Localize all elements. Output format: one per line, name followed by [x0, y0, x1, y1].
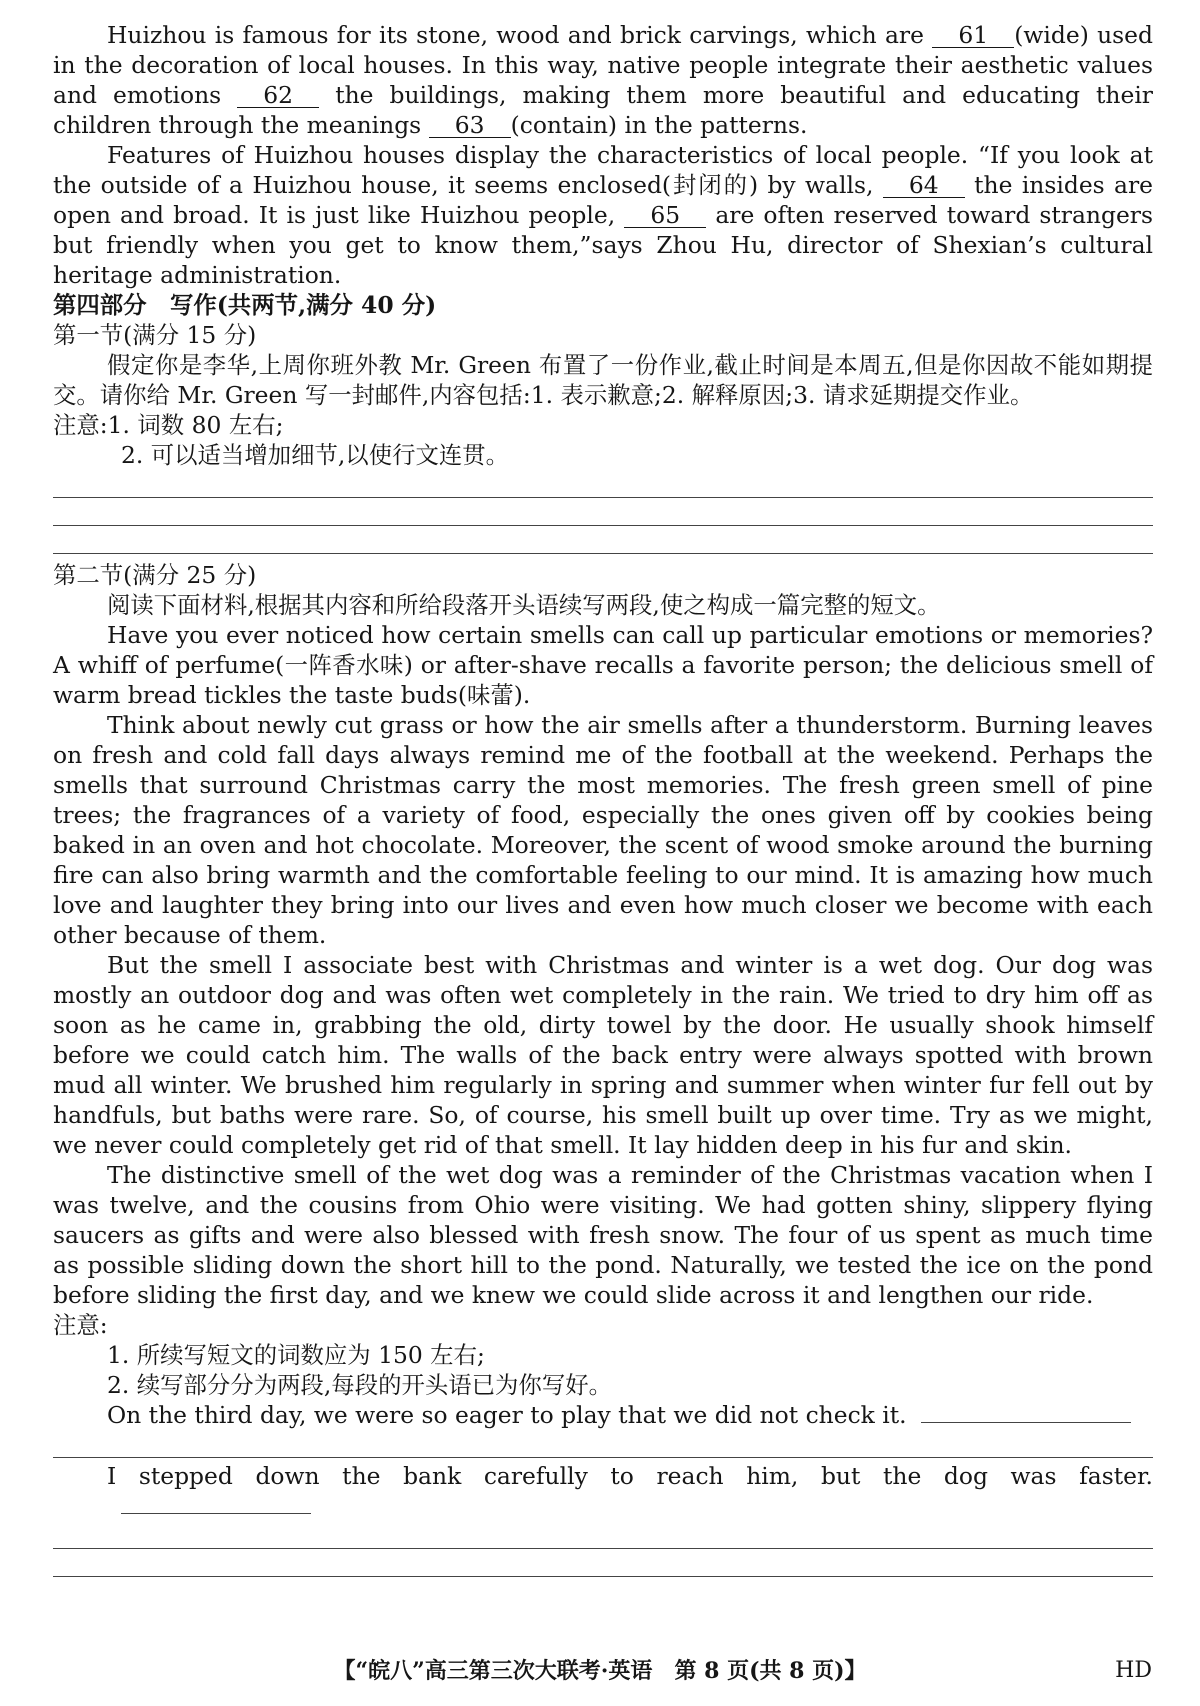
passage-text: Features of Huizhou houses display the characteristics of local people. “If you look at the outside of a Huizhou house, it seems enclosed(封闭的) by walls, — [53, 141, 1153, 199]
story-paragraph-2: Think about newly cut grass or how the air smells after a thunderstorm. Burning leaves on fresh and cold fall days always remind me of the football at the weekend. Perhaps the smells that surround Christmas carry the most memories. The fresh green smell of pine trees; the fragrances of a variety of food, especially the ones given off by cookies being baked in an oven and hot chocolate. Moreover, the scent of wood smoke around the burning fire can also bring warmth and the comfortable feeling to our mind. It is amazing how much love and laughter they bring into our lives and even how much closer we become with each other because of them. — [53, 711, 1153, 949]
answer-lines-section1[interactable] — [53, 497, 1153, 554]
footer-code: HD — [1115, 1658, 1152, 1683]
continuation-opener-2 — [53, 1461, 1153, 1521]
passage-text: the insides are open and broad. It is just like Huizhou people, — [53, 171, 1154, 229]
answer-line[interactable] — [53, 1457, 1153, 1458]
passage-text: are often reserved toward strangers but friendly when you get to know them,”says Zhou Hu, director of Shexian’s cultural heritage administration. — [53, 201, 1153, 289]
part4-heading: 第四部分 写作(共两节,满分 40 分) — [53, 291, 437, 319]
section1-note-1: 注意:1. 词数 80 左右; — [53, 411, 284, 439]
page-content — [53, 20, 1153, 1577]
passage-text: Huizhou is famous for its stone, wood and brick carvings, which are — [107, 21, 933, 49]
story-paragraph-1: Have you ever noticed how certain smells can call up particular emotions or memories? A whiff of perfume(一阵香水味) or after-shave recalls a favorite person; the delicious smell of warm bread tickles the taste buds(味蕾). — [53, 621, 1153, 709]
answer-line[interactable] — [53, 1576, 1153, 1577]
section2-note-label: 注意: — [53, 1311, 108, 1339]
section2-title: 第二节(满分 25 分) — [53, 561, 257, 589]
page-footer — [0, 1656, 1200, 1686]
opener-text: I stepped down the bank carefully to reach him, but the dog was faster. — [107, 1462, 1153, 1490]
answer-line[interactable] — [53, 525, 1153, 526]
story-paragraph-4: The distinctive smell of the wet dog was a reminder of the Christmas vacation when I was twelve, and the cousins from Ohio were visiting. We had gotten shiny, slippery flying saucers as gifts and were also blessed with fresh snow. The four of us spent as much time as possible sliding down the short hill to the pond. Naturally, we tested the ice on the pond before sliding the first day, and we knew we could slide across it and lengthen our ride. — [53, 1161, 1153, 1309]
answer-lines-paragraph-1[interactable] — [53, 1457, 1153, 1458]
opener-text: On the third day, we were so eager to play that we did not check it. — [107, 1401, 907, 1429]
answer-line[interactable] — [921, 1400, 1131, 1423]
passage-paragraph-1 — [53, 20, 1153, 140]
answer-line[interactable] — [53, 553, 1153, 554]
section1-note-2: 2. 可以适当增加细节,以使行文连贯。 — [121, 441, 510, 469]
blank-61[interactable]: 61 — [932, 23, 1014, 48]
section2-note-1: 1. 所续写短文的词数应为 150 左右; — [107, 1341, 485, 1369]
blank-65[interactable]: 65 — [624, 203, 706, 228]
blank-64[interactable]: 64 — [883, 173, 965, 198]
continuation-opener-1 — [53, 1400, 1153, 1430]
story-paragraph-3: But the smell I associate best with Christmas and winter is a wet dog. Our dog was mostly an outdoor dog and was often wet completely in the rain. We tried to dry him off as soon as he came in, grabbing the old, dirty towel by the door. He usually shook himself before we could catch him. The walls of the back entry were always spotted with brown mud all winter. We brushed him regularly in spring and summer when winter fur fell out by handfuls, but baths were rare. So, of course, his smell built up over time. Try as we might, we never could completely get rid of that smell. It lay hidden deep in his fur and skin. — [53, 951, 1153, 1159]
answer-line[interactable] — [53, 1548, 1153, 1549]
blank-63[interactable]: 63 — [429, 113, 511, 138]
answer-lines-paragraph-2[interactable] — [53, 1548, 1153, 1577]
section1-title: 第一节(满分 15 分) — [53, 321, 257, 349]
section1-task: 假定你是李华,上周你班外教 Mr. Green 布置了一份作业,截止时间是本周五,但是你因故不能如期提交。请你给 Mr. Green 写一封邮件,内容包括:1. 表示歉意;2. 解释原因;3. 请求延期提交作业。 — [53, 351, 1153, 409]
passage-paragraph-2 — [53, 140, 1153, 290]
blank-62[interactable]: 62 — [237, 83, 319, 108]
answer-line[interactable] — [121, 1491, 311, 1514]
section2-instruction: 阅读下面材料,根据其内容和所给段落开头语续写两段,使之构成一篇完整的短文。 — [107, 591, 941, 619]
passage-text: the buildings, making them more beautiful and educating their children through the meanings — [53, 81, 1153, 139]
passage-text: (contain) in the patterns. — [510, 111, 808, 139]
footer-title: 【“皖八”高三第三次大联考·英语 第 8 页(共 8 页)】 — [333, 1658, 867, 1684]
passage-text: (wide) used in the decoration of local houses. In this way, native people integrate their aesthetic values and emotions — [53, 21, 1154, 109]
answer-line[interactable] — [53, 497, 1153, 498]
section2-note-2: 2. 续写部分分为两段,每段的开头语已为你写好。 — [107, 1371, 612, 1399]
